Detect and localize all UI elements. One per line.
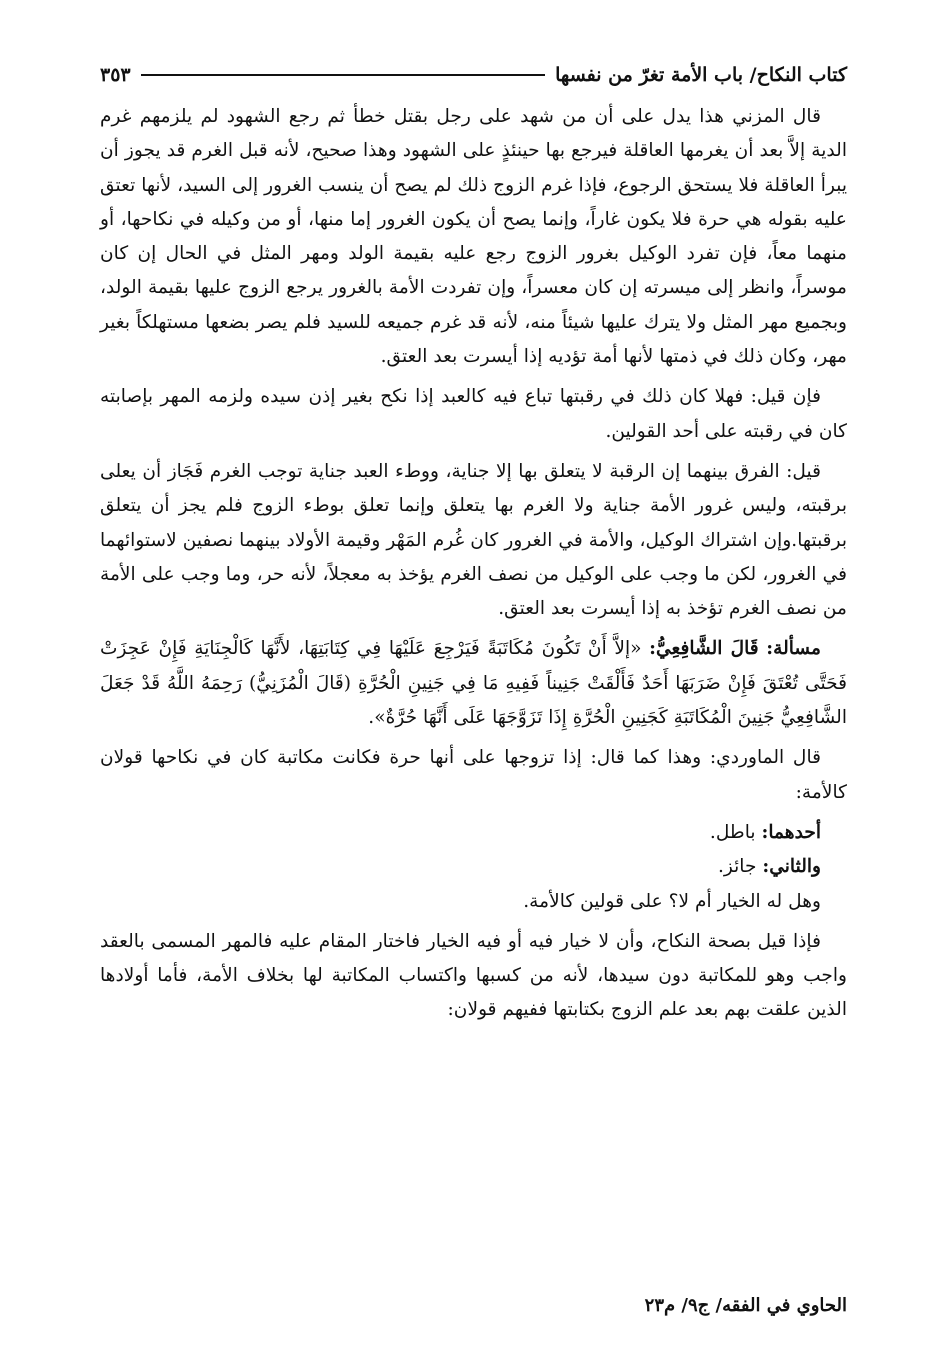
paragraph-question: فإن قيل: فهلا كان ذلك في رقبتها تباع فيه كالعبد إذا نكح بغير إذن سيده ولزمه المهر بإصابته كان في رقبته على أحد القولين. — [100, 386, 847, 442]
second-opinion-text: جائز. — [717, 856, 757, 878]
masala-paragraph — [100, 632, 847, 735]
page-number: ٣٥٣ — [100, 64, 131, 86]
paragraph-muzani: قال المزني هذا يدل على أن من شهد على رجل بقتل خطأ ثم رجع الشهود لم يلزمهم غرم الدية إلاَّ بعد أن يغرمها العاقلة فيرجع بها حينئذٍ على الشهود وهذا صحيح، لأنه قبل الغرم قد يجوز أن يبرأ العاقلة فلا يستحق الرجوع، فإذا غرم الزوج ذلك لم يصح أن ينسب الغرور إلى السيد، لأنها تعتق عليه بقوله هي حرة فلا يكون غاراً، وإنما يصح أن يكون الغرور إما منها، أو من وكيله في نكاحها، أو منهما معاً، فإن تفرد الوكيل بغرور الزوج رجع عليه بقيمة الولد ومهر المثل في الحال إن كان موسراً، وانظر إلى ميسرته إن كان معسراً، وإن تفردت الأمة بالغرور يرجع الزوج عليها بقيمة الولد، وبجميع مهر المثل ولا يترك عليها شيئاً منه، لأنه قد غرم جميعه للسيد فلم يصر بضعها مستهلكاً بغير مهر، وكان ذلك في ذمتها لأنها أمة تؤديه إذا أيسرت بعد العتق. — [100, 106, 847, 368]
masala-label: مسألة: — [766, 638, 821, 660]
chapter-title: كتاب النكاح/ باب الأمة تغرّ من نفسها — [555, 64, 847, 86]
paragraph-answer: قيل: الفرق بينهما إن الرقبة لا يتعلق بها إلا جناية، ووطء العبد جناية توجب الغرم فَجَاز أن يعلى برقبته، وليس غرور الأمة جناية ولا الغرم بها يتعلق وإنما تعلق بوطء الزوج فلم يجز أن يتعلق برقبتها.وإن اشتراك الوكيل، والأمة في الغرور كان غُرم المَهْر وقيمة الأولاد بينهما نصفين لاستوائهما في الغرور، لكن ما وجب على الوكيل من نصف الغرم يؤخذ به معجلاً، لأنه حر، وما وجب على الأمة من نصف الغرم تؤخذ به إذا أيسرت بعد العتق. — [100, 460, 847, 620]
second-opinion — [100, 850, 847, 884]
footer-signature: الحاوي في الفقه/ ج٩/ م٢٣ — [644, 1295, 847, 1316]
running-header — [100, 58, 847, 92]
paragraph-khiyar: وهل له الخيار أم لا؟ على قولين كالأمة. — [523, 890, 821, 912]
paragraph-mawardi: قال الماوردي: وهذا كما قال: إذا تزوجها على أنها حرة فكانت مكاتبة كان في نكاحها قولان كالأمة: — [100, 747, 847, 803]
first-opinion-label: أحدهما: — [761, 821, 821, 843]
header-rule — [141, 74, 546, 76]
first-opinion — [100, 816, 847, 850]
first-opinion-text: باطل. — [709, 821, 756, 843]
masala-text: «إلاَّ أَنْ تَكُونَ مُكَاتَبَةً فَيَرْجِعَ عَلَيْهَا فِي كِتَابَتِهَا، لأَنَّهَا كَالْجِنَايَةِ فَإِنْ عَجِزَتْ فَحَتَّى تُعْتَقَ فَإِنْ ضَرَبَهَا أَحَدٌ فَأَلْقَتْ جَنِيناً فَفِيهِ مَا فِي جَنِينِ الْحُرَّةِ (قَالَ الْمُزَنِيُّ) رَحِمَهُ اللَّهُ قَدْ جَعَلَ الشَّافِعِيُّ جَنِينَ الْمُكَاتَبَةِ كَجَنِينِ الْحُرَّةِ إِذَا تَزَوَّجَهَا عَلَى أَنَّهَا حُرَّةٌ». — [100, 638, 847, 729]
second-opinion-label: والثاني: — [762, 856, 821, 878]
paragraph-final: فإذا قيل بصحة النكاح، وأن لا خيار فيه أو فيه الخيار فاختار المقام عليه فالمهر المسمى بالعقد واجب وهو للمكاتبة دون سيدها، لأنه من كسبها واكتساب المكاتبة لها بخلاف الأمة، فأما أولادها الذين علقت بهم بعد علم الزوج بكتابتها ففيهم قولان: — [100, 930, 847, 1021]
masala-speaker: قَالَ الشَّافِعِيُّ: — [649, 638, 759, 660]
text-body — [100, 100, 847, 1034]
